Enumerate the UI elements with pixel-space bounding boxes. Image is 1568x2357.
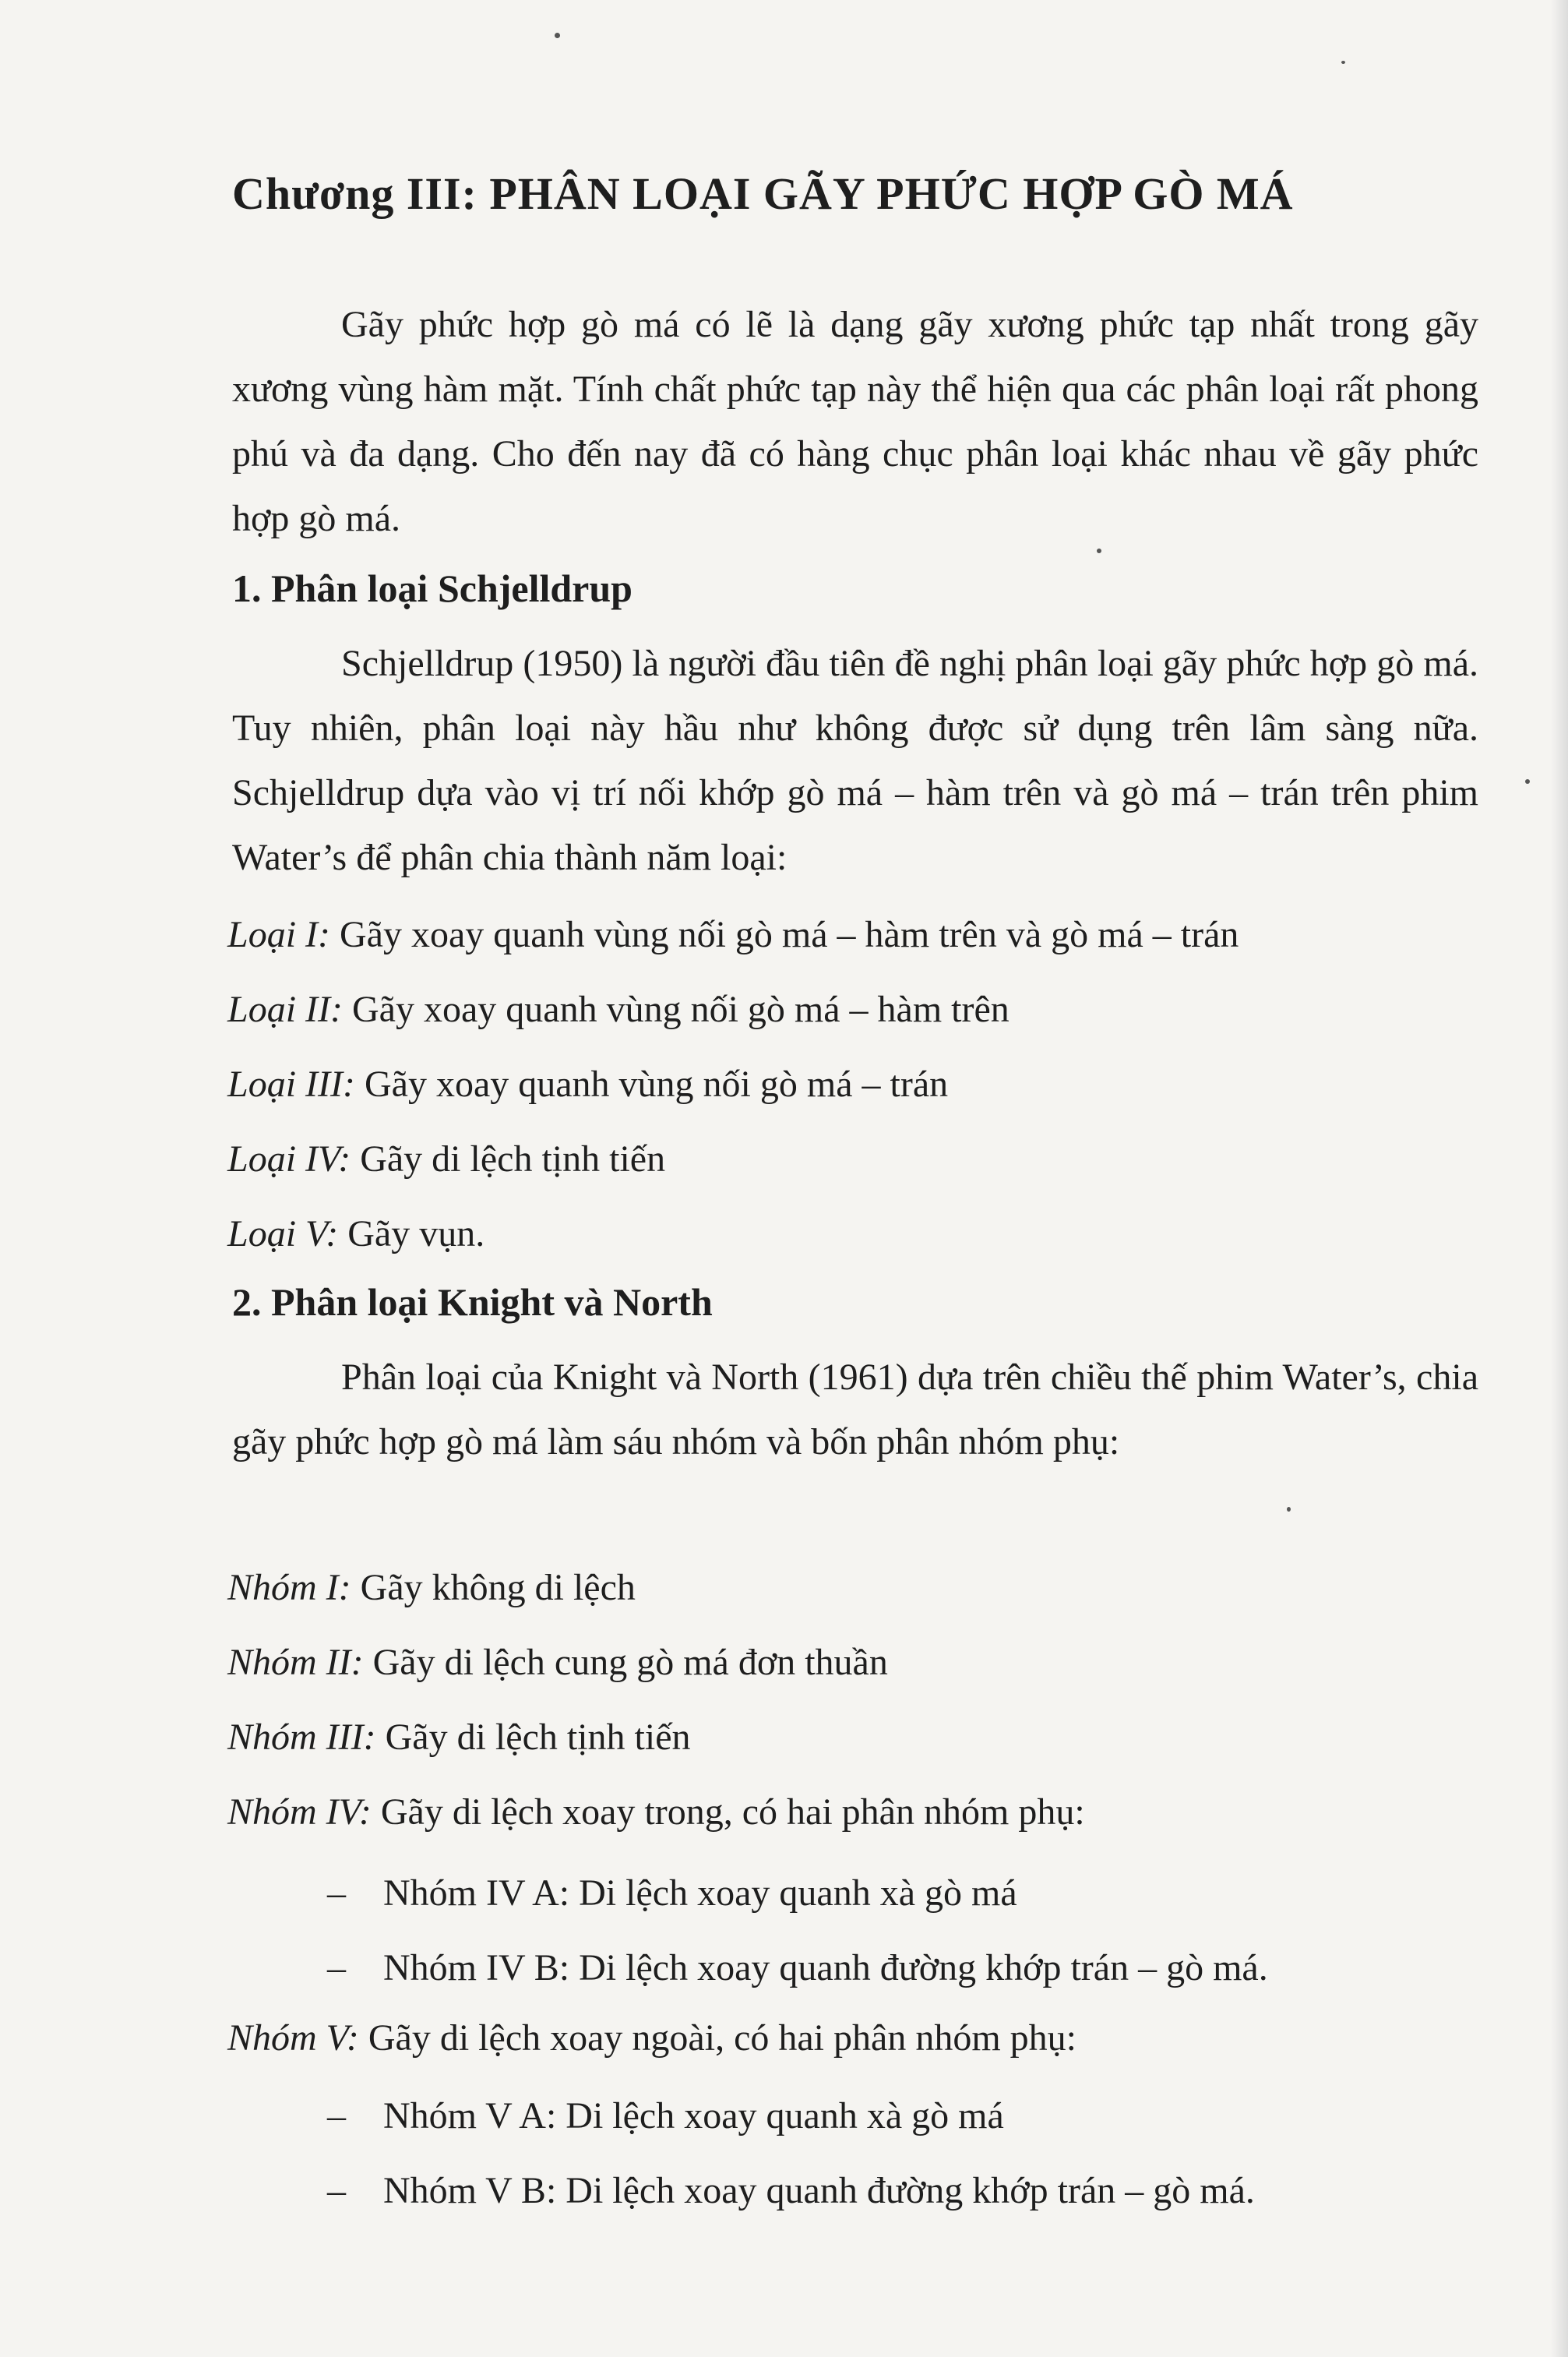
group-item [227, 1716, 691, 1759]
subgroup-text: Nhóm V A: Di lệch xoay quanh xà gò má [383, 2095, 1004, 2136]
subgroup-item [327, 1872, 1017, 1914]
subgroup-item [327, 2094, 1004, 2137]
group-text: Gãy không di lệch [351, 1567, 636, 1608]
item-label: Loại V: [227, 1213, 339, 1254]
dash-bullet: – [327, 1872, 346, 1914]
subgroup-text: Nhóm V B: Di lệch xoay quanh đường khớp trán – gò má. [383, 2170, 1255, 2211]
section-1-heading: 1. Phân loại Schjelldrup [232, 566, 632, 610]
classification-item [227, 913, 1239, 956]
classification-item [227, 1138, 665, 1180]
section-2-heading: 2. Phân loại Knight và North [232, 1280, 713, 1324]
item-label: Loại IV: [227, 1138, 351, 1180]
section-1-paragraph: Schjelldrup (1950) là người đầu tiên đề nghị phân loại gãy phức hợp gò má. Tuy nhiên, phân loại này hầu như không được sử dụng trên lâm sàng nữa. Schjelldrup dựa vào vị trí nối khớp gò má – hàm trên và gò má – trán trên phim Water’s để phân chia thành năm loại: [232, 643, 1478, 878]
subgroup-item [327, 2169, 1255, 2212]
group-label: Nhóm II: [227, 1642, 364, 1683]
item-text: Gãy xoay quanh vùng nối gò má – trán [354, 1064, 949, 1105]
group-item [227, 1641, 888, 1684]
item-label: Loại III: [227, 1064, 355, 1105]
scan-speck [1287, 1507, 1291, 1512]
group-label: Nhóm I: [227, 1567, 351, 1608]
item-label: Loại II: [227, 989, 343, 1030]
classification-item [227, 1212, 484, 1255]
section-2-paragraph: Phân loại của Knight và North (1961) dựa trên chiều thế phim Water’s, chia gãy phức hợp gò má làm sáu nhóm và bốn phân nhóm phụ: [232, 1357, 1478, 1463]
intro-paragraph: Gãy phức hợp gò má có lẽ là dạng gãy xương phức tạp nhất trong gãy xương vùng hàm mặt. Tính chất phức tạp này thể hiện qua các phân loại rất phong phú và đa dạng. Cho đến nay đã có hàng chục phân loại khác nhau về gãy phức hợp gò má. [232, 304, 1478, 539]
scan-speck [1341, 61, 1345, 64]
group-text: Gãy di lệch tịnh tiến [375, 1717, 691, 1758]
classification-item [227, 988, 1010, 1031]
group-item [227, 1566, 636, 1609]
group-text: Gãy di lệch xoay ngoài, có hai phân nhóm phụ: [358, 2017, 1076, 2059]
group-text: Gãy di lệch cung gò má đơn thuần [363, 1642, 888, 1683]
group-label: Nhóm III: [227, 1717, 376, 1758]
item-text: Gãy di lệch tịnh tiến [351, 1138, 666, 1180]
item-text: Gãy vụn. [338, 1213, 485, 1254]
group-text: Gãy di lệch xoay trong, có hai phân nhóm phụ: [371, 1791, 1085, 1833]
dash-bullet: – [327, 2095, 346, 2136]
dash-bullet: – [327, 1947, 346, 1988]
group-item [227, 1791, 1085, 1833]
item-label: Loại I: [227, 914, 330, 955]
group-label: Nhóm IV: [227, 1791, 372, 1833]
item-text: Gãy xoay quanh vùng nối gò má – hàm trên và gò má – trán [330, 914, 1239, 955]
dash-bullet: – [327, 2170, 346, 2211]
subgroup-text: Nhóm IV B: Di lệch xoay quanh đường khớp trán – gò má. [383, 1947, 1268, 1988]
scan-speck [555, 33, 560, 38]
scan-speck [1097, 549, 1101, 553]
subgroup-item [327, 1946, 1268, 1989]
item-text: Gãy xoay quanh vùng nối gò má – hàm trên [342, 989, 1010, 1030]
scan-speck [1525, 779, 1530, 784]
subgroup-text: Nhóm IV A: Di lệch xoay quanh xà gò má [383, 1872, 1017, 1914]
chapter-title: Chương III: PHÂN LOẠI GÃY PHỨC HỢP GÒ MÁ [232, 168, 1294, 219]
group-label: Nhóm V: [227, 2017, 359, 2059]
page-edge-shadow [1551, 0, 1568, 2357]
classification-item [227, 1063, 948, 1106]
group-item [227, 2017, 1076, 2059]
